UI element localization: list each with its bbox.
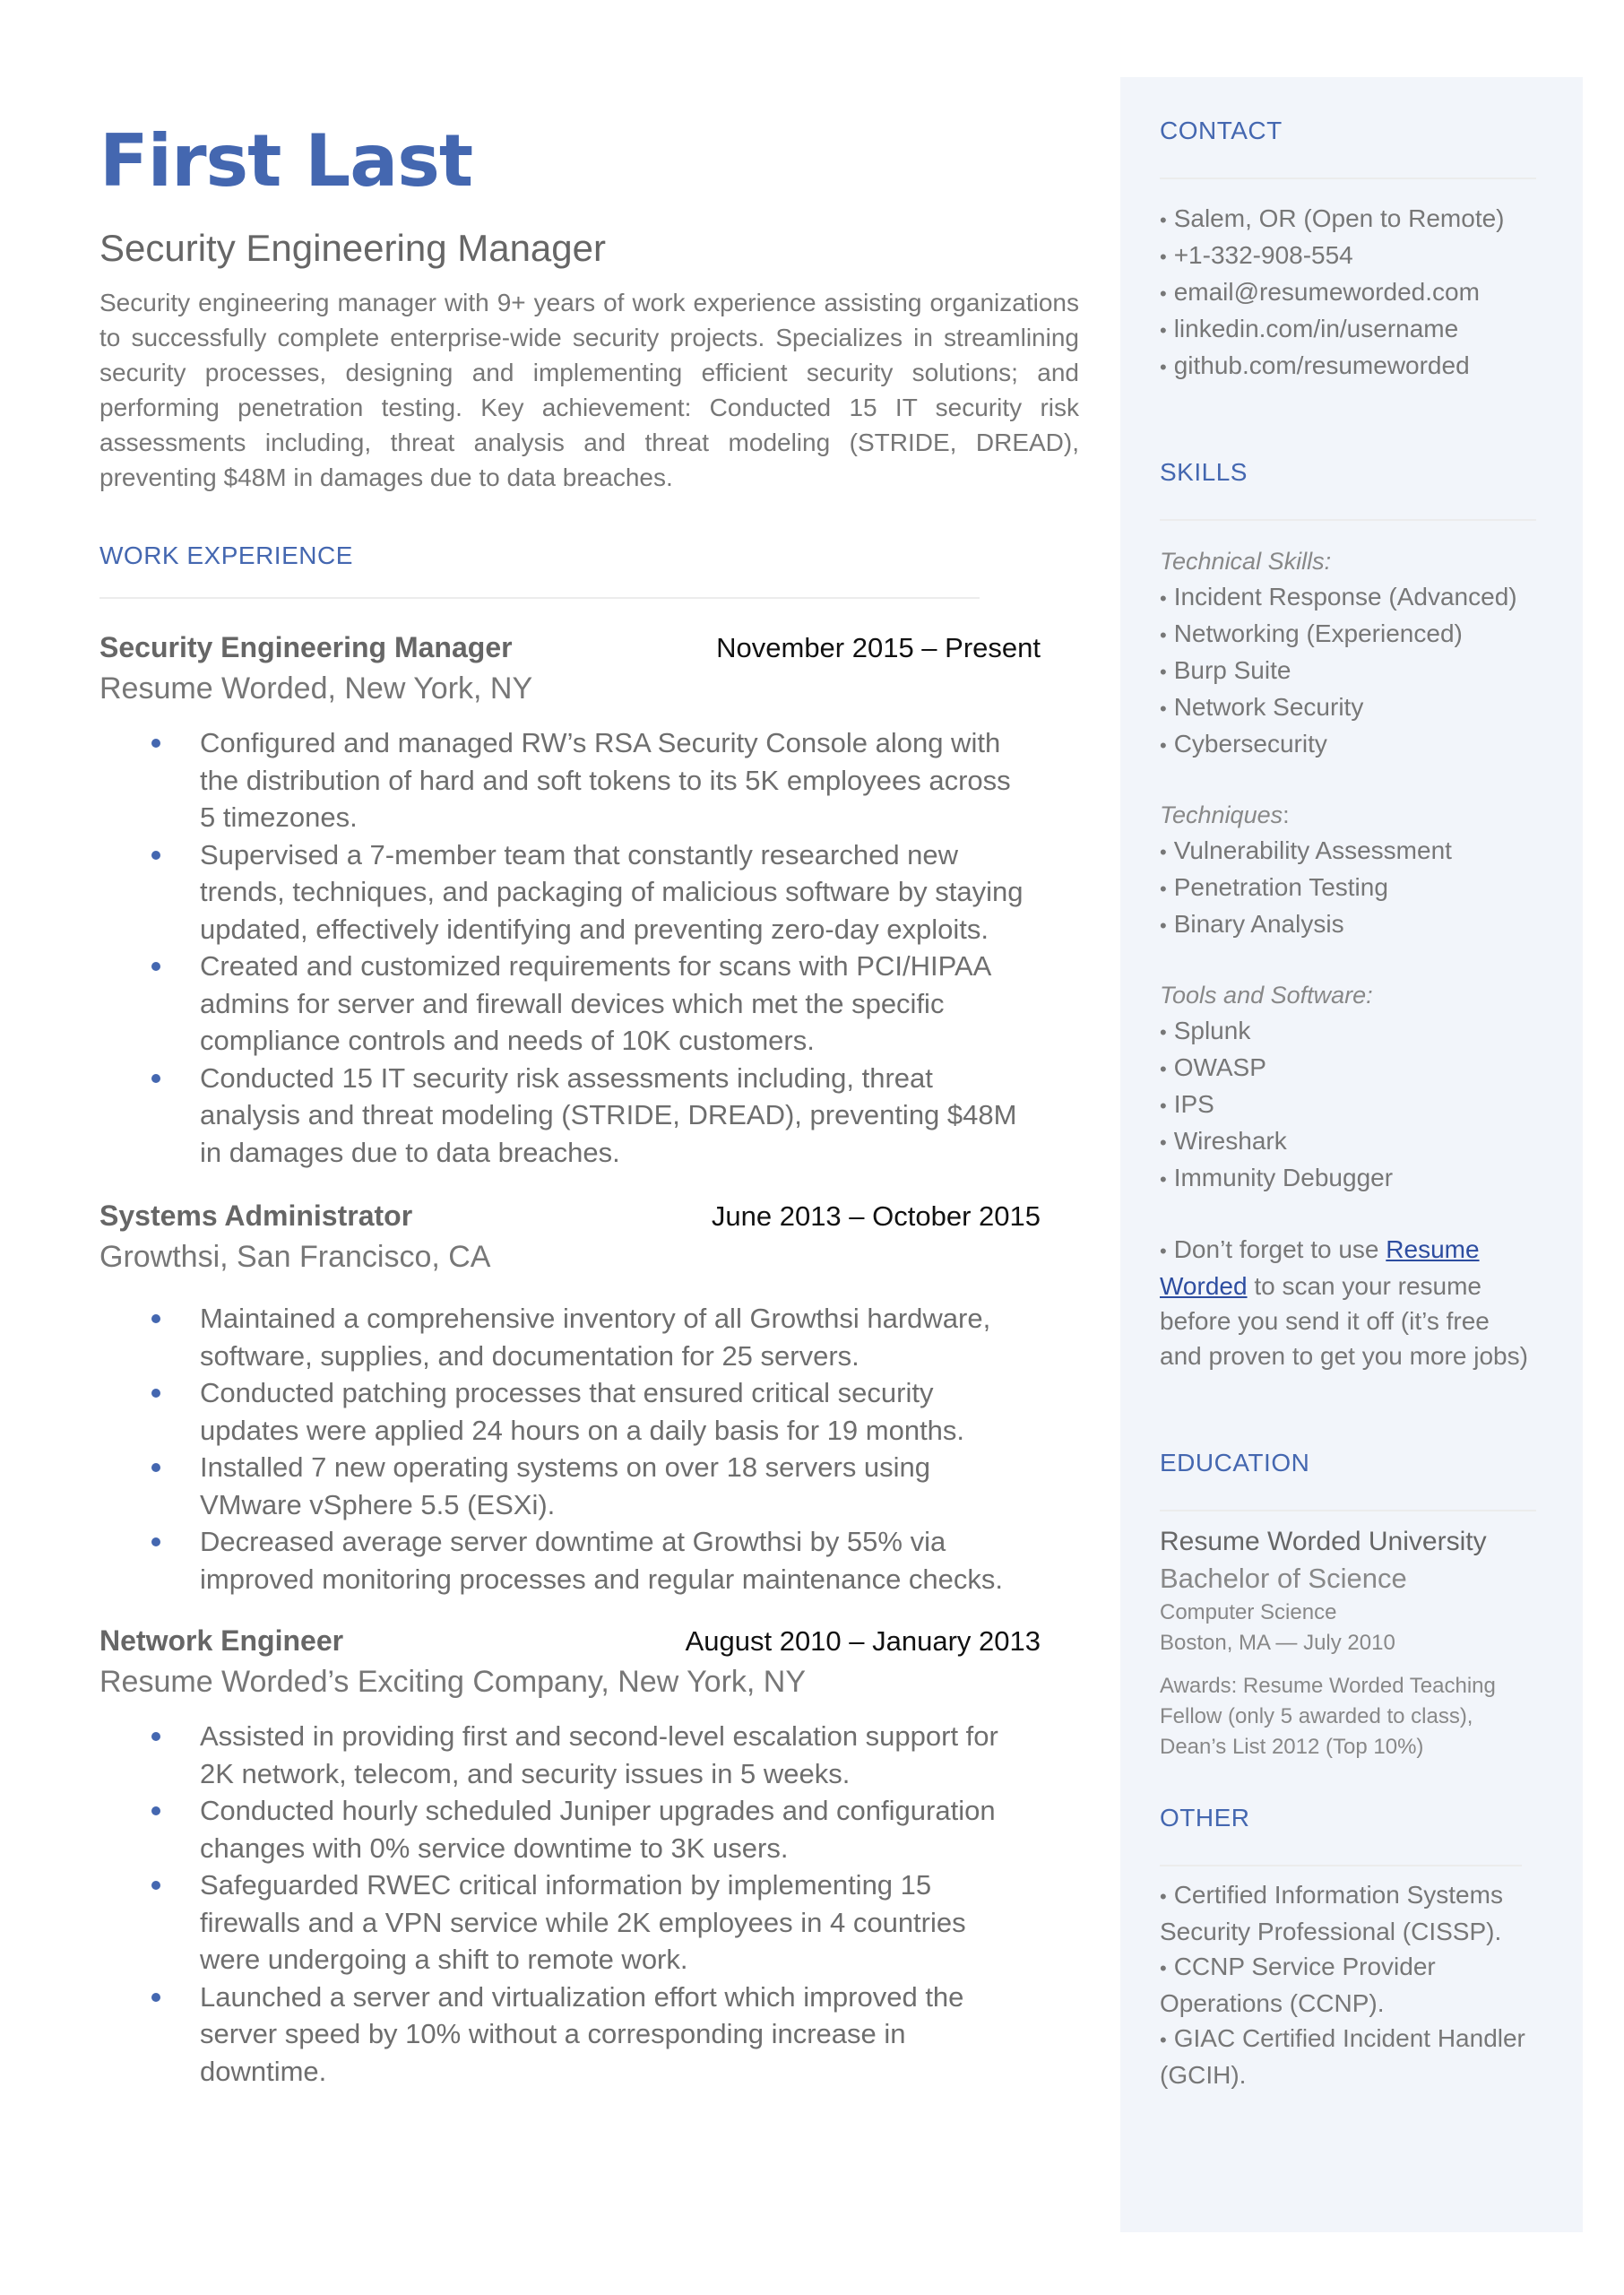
job-dates: November 2015 – Present bbox=[716, 632, 1041, 664]
job-title: Security Engineering Manager bbox=[99, 227, 606, 269]
job-role: Network Engineer bbox=[99, 1624, 344, 1658]
main-column bbox=[99, 119, 1085, 2090]
list-item: • Wireshark bbox=[1160, 1127, 1287, 1155]
tools-list bbox=[1160, 1013, 1536, 1197]
list-item: • Certified Information Systems Security Professional (CISSP). bbox=[1160, 1881, 1503, 1945]
list-item: Maintained a comprehensive inventory of all Growthsi hardware, software, supplies, and documentation for 25 servers. bbox=[99, 1300, 1033, 1374]
contact-location: • Salem, OR (Open to Remote) bbox=[1160, 204, 1505, 232]
list-item: • GIAC Certified Incident Handler (GCIH). bbox=[1160, 2024, 1525, 2089]
list-item: • Burp Suite bbox=[1160, 656, 1291, 684]
list-item: Installed 7 new operating systems on over 18 servers using VMware vSphere 5.5 (ESXi). bbox=[99, 1449, 1033, 1523]
divider bbox=[1160, 178, 1536, 179]
list-item: • Incident Response (Advanced) bbox=[1160, 583, 1517, 611]
contact-email[interactable]: • email@resumeworded.com bbox=[1160, 278, 1480, 306]
education-awards: Awards: Resume Worded Teaching Fellow (only 5 awarded to class), Dean’s List 2012 (Top 10%) bbox=[1160, 1674, 1496, 1759]
list-item: • Cybersecurity bbox=[1160, 730, 1327, 758]
job-role: Systems Administrator bbox=[99, 1199, 413, 1233]
job-company: Resume Worded, New York, NY bbox=[99, 671, 533, 706]
divider bbox=[1160, 1865, 1522, 1866]
list-item: Launched a server and virtualization effort which improved the server speed by 10% without a corresponding increase in downtime. bbox=[99, 1979, 1033, 2091]
summary: Security engineering manager with 9+ years of work experience assisting organizations to successfully complete enterprise-wide security projects. Specializes in streamlining security processes, designing and implementing efficient security solutions; and performing penetration testing. Key achievement: Conducted 15 IT security risk assessments including, threat analysis and threat modeling (STRIDE, DREAD), preventing $48M in damages due to data breaches. bbox=[99, 289, 1079, 492]
list-item: Conducted hourly scheduled Juniper upgrades and configuration changes with 0% service downtime to 3K users. bbox=[99, 1792, 1033, 1866]
list-item: Conducted patching processes that ensured critical security updates were applied 24 hours on a daily basis for 19 months. bbox=[99, 1374, 1033, 1449]
contact-linkedin[interactable]: • linkedin.com/in/username bbox=[1160, 315, 1459, 342]
job-dates: August 2010 – January 2013 bbox=[685, 1625, 1041, 1658]
technical-skills-list bbox=[1160, 579, 1536, 763]
job-entry bbox=[99, 631, 1085, 1171]
list-item: Configured and managed RW’s RSA Security Console along with the distribution of hard and soft tokens to its 5K employees across 5 timezones. bbox=[99, 724, 1033, 836]
job-entry bbox=[99, 1199, 1085, 1598]
education-heading: EDUCATION bbox=[1160, 1449, 1310, 1477]
other-list bbox=[1160, 1877, 1536, 2092]
list-item: Decreased average server downtime at Growthsi by 55% via improved monitoring processes and regular maintenance checks. bbox=[99, 1523, 1033, 1598]
other-heading: OTHER bbox=[1160, 1804, 1250, 1832]
job-bullets bbox=[99, 1718, 1085, 2090]
job-company: Growthsi, San Francisco, CA bbox=[99, 1240, 491, 1275]
job-bullets bbox=[99, 1300, 1085, 1598]
list-item: • Penetration Testing bbox=[1160, 873, 1388, 901]
list-item: • Networking (Experienced) bbox=[1160, 619, 1463, 647]
technical-skills-label: Technical Skills: bbox=[1160, 548, 1332, 575]
techniques-label: Techniques: bbox=[1160, 801, 1290, 828]
tip-text: • Don’t forget to use Resume Worded to scan your resume before you send it off (it’s free and proven to get you more jobs) bbox=[1160, 1235, 1528, 1370]
divider bbox=[99, 597, 980, 599]
list-item: Assisted in providing first and second-level escalation support for 2K network, telecom, and security issues in 5 weeks. bbox=[99, 1718, 1033, 1792]
education-location-date: Boston, MA — July 2010 bbox=[1160, 1631, 1395, 1655]
list-item: • Binary Analysis bbox=[1160, 910, 1344, 938]
contact-list bbox=[1160, 201, 1536, 385]
list-item: Supervised a 7-member team that constantly researched new trends, techniques, and packaging of malicious software by staying updated, effectively identifying and preventing zero-day exploits. bbox=[99, 836, 1033, 948]
list-item: • CCNP Service Provider Operations (CCNP). bbox=[1160, 1953, 1436, 2017]
education-school: Resume Worded University bbox=[1160, 1527, 1487, 1556]
education-degree: Bachelor of Science bbox=[1160, 1563, 1407, 1594]
list-item: Created and customized requirements for scans with PCI/HIPAA admins for server and firewall devices which met the specific compliance controls and needs of 10K customers. bbox=[99, 948, 1033, 1060]
list-item: • Splunk bbox=[1160, 1017, 1251, 1044]
education-field: Computer Science bbox=[1160, 1600, 1337, 1624]
list-item: • Network Security bbox=[1160, 693, 1364, 721]
contact-phone: • +1-332-908-554 bbox=[1160, 241, 1353, 269]
list-item: • Immunity Debugger bbox=[1160, 1164, 1394, 1191]
contact-github[interactable]: • github.com/resumeworded bbox=[1160, 351, 1470, 379]
list-item: • IPS bbox=[1160, 1090, 1214, 1118]
job-role: Security Engineering Manager bbox=[99, 631, 513, 664]
list-item: • Vulnerability Assessment bbox=[1160, 836, 1452, 864]
list-item: Conducted 15 IT security risk assessments including, threat analysis and threat modeling (STRIDE, DREAD), preventing $48M in damages due to data breaches. bbox=[99, 1060, 1033, 1172]
job-entry bbox=[99, 1624, 1085, 2090]
resume-worded-link[interactable]: Resume Worded bbox=[1160, 1235, 1480, 1300]
job-dates: June 2013 – October 2015 bbox=[711, 1200, 1041, 1233]
sidebar bbox=[1120, 77, 1583, 2232]
contact-heading: CONTACT bbox=[1160, 117, 1283, 144]
list-item: Safeguarded RWEC critical information by implementing 15 firewalls and a VPN service while 2K employees in 4 countries were undergoing a shift to remote work. bbox=[99, 1866, 1033, 1979]
job-company: Resume Worded’s Exciting Company, New York, NY bbox=[99, 1665, 807, 1700]
sidebar-content bbox=[1160, 77, 1536, 2092]
candidate-name: First Last bbox=[99, 119, 473, 203]
job-bullets bbox=[99, 724, 1085, 1171]
list-item: • OWASP bbox=[1160, 1053, 1266, 1081]
tools-label: Tools and Software: bbox=[1160, 982, 1373, 1009]
divider bbox=[1160, 519, 1536, 521]
work-experience-heading: WORK EXPERIENCE bbox=[99, 541, 353, 570]
techniques-list bbox=[1160, 833, 1536, 943]
skills-heading: SKILLS bbox=[1160, 458, 1248, 486]
divider bbox=[1160, 1510, 1536, 1511]
